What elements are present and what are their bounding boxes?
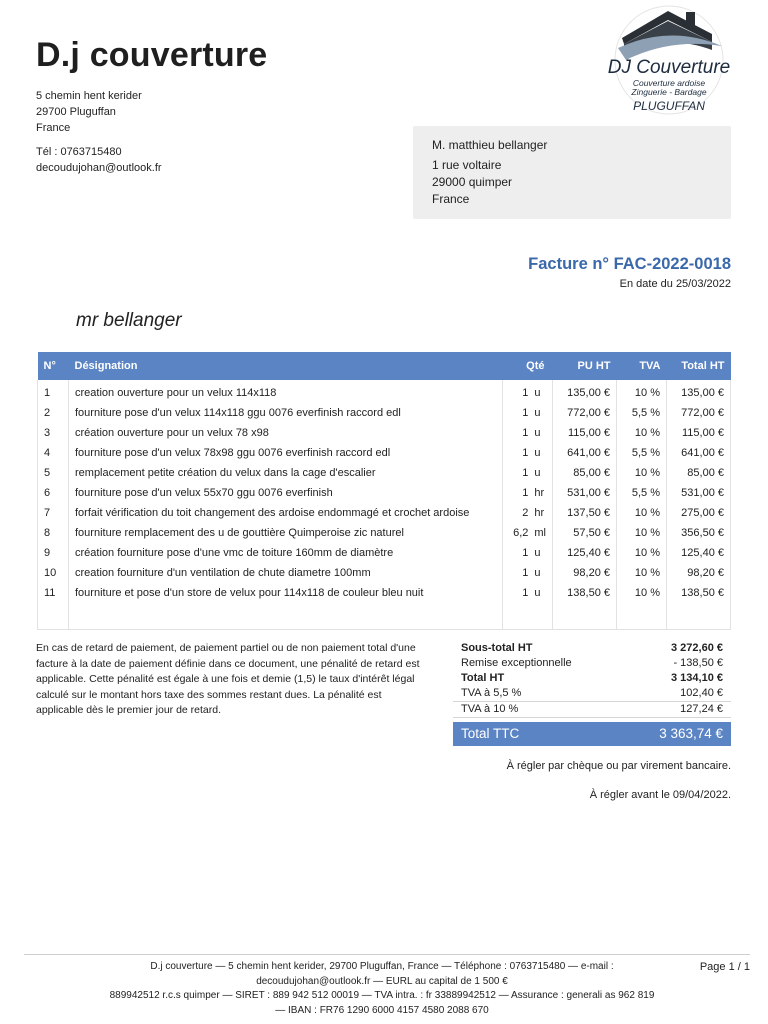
row-unit: u: [530, 463, 552, 483]
table-row: [38, 563, 731, 583]
invoice-date: En date du 25/03/2022: [619, 278, 731, 290]
tva55-row: [453, 686, 731, 702]
footer-line: 889942512 r.c.s quimper — SIRET : 889 942 512 00019 — TVA intra. : fr 33889942512 — Assurance : generali as 962 819: [109, 990, 655, 1001]
row-total: 531,00 €: [667, 483, 731, 503]
row-designation: fourniture et pose d'un store de velux pour 114x118 de couleur bleu nuit: [69, 583, 503, 603]
table-row: [38, 380, 731, 403]
row-vat-rate: 10 %: [617, 423, 667, 443]
row-total: 85,00 €: [667, 463, 731, 483]
empty-cell: [530, 603, 552, 629]
row-quantity: 1: [502, 583, 530, 603]
row-quantity: 1: [502, 543, 530, 563]
row-unit-price: 641,00 €: [553, 443, 617, 463]
empty-cell: [617, 603, 667, 629]
footer-line: decoudujohan@outlook.fr — EURL au capital de 1 500 €: [256, 975, 508, 987]
legal-footer: [60, 960, 704, 1018]
client-street: 1 rue voltaire: [432, 158, 502, 172]
row-total: 98,20 €: [667, 563, 731, 583]
payment-due-date: À régler avant le 09/04/2022.: [589, 789, 731, 801]
logo-brand: DJ Couverture: [607, 57, 731, 78]
empty-cell: [502, 603, 530, 629]
total-ttc-value: 3 363,74 €: [659, 726, 723, 741]
company-name: D.j couverture: [36, 36, 268, 74]
row-unit-price: 137,50 €: [553, 503, 617, 523]
row-unit: u: [530, 583, 552, 603]
empty-cell: [38, 603, 69, 629]
row-designation: remplacement petite création du velux dans la cage d'escalier: [69, 463, 503, 483]
table-row: [38, 543, 731, 563]
row-unit: hr: [530, 483, 552, 503]
subtotal-row: [453, 641, 731, 656]
client-address-box: [413, 126, 731, 219]
total-ht-row: [453, 671, 731, 686]
company-contact: [36, 144, 162, 176]
row-designation: création ouverture pour un velux 78 x98: [69, 423, 503, 443]
row-number: 3: [38, 423, 69, 443]
company-address-line: 5 chemin hent kerider: [36, 90, 142, 102]
header-tva: TVA: [617, 352, 667, 380]
row-number: 7: [38, 503, 69, 523]
total-ht-value: 3 134,10 €: [671, 672, 723, 684]
row-number: 11: [38, 583, 69, 603]
tva10-label: TVA à 10 %: [461, 703, 519, 715]
row-designation: fourniture pose d'un velux 55x70 ggu 0076 everfinish: [69, 483, 503, 503]
row-number: 9: [38, 543, 69, 563]
row-quantity: 1: [502, 423, 530, 443]
table-row: [38, 403, 731, 423]
row-designation: fourniture remplacement des u de gouttière Quimperoise zic naturel: [69, 523, 503, 543]
row-total: 135,00 €: [667, 380, 731, 403]
footer-line: — IBAN : FR76 1290 6000 4157 4580 2088 670: [275, 1004, 489, 1016]
row-unit: hr: [530, 503, 552, 523]
row-total: 125,40 €: [667, 543, 731, 563]
row-total: 641,00 €: [667, 443, 731, 463]
row-total: 115,00 €: [667, 423, 731, 443]
row-unit: u: [530, 380, 552, 403]
invoice-items-table: [37, 352, 731, 630]
row-vat-rate: 5,5 %: [617, 483, 667, 503]
empty-cell: [69, 603, 503, 629]
row-quantity: 2: [502, 503, 530, 523]
row-unit: u: [530, 443, 552, 463]
discount-value: - 138,50 €: [673, 657, 723, 669]
row-designation: création fourniture pose d'une vmc de toiture 160mm de diamètre: [69, 543, 503, 563]
empty-cell: [553, 603, 617, 629]
company-phone: Tél : 0763715480: [36, 146, 122, 158]
company-email: decoudujohan@outlook.fr: [36, 162, 162, 174]
row-unit-price: 125,40 €: [553, 543, 617, 563]
row-number: 4: [38, 443, 69, 463]
logo-tag-2: Zinguerie - Bardage: [631, 87, 707, 97]
row-number: 10: [38, 563, 69, 583]
discount-row: [453, 656, 731, 671]
row-vat-rate: 10 %: [617, 543, 667, 563]
company-address: [36, 88, 142, 136]
row-number: 5: [38, 463, 69, 483]
invoice-title: Facture n° FAC-2022-0018: [528, 255, 731, 273]
payment-method: À régler par chèque ou par virement bancaire.: [506, 760, 731, 772]
tva10-value: 127,24 €: [680, 703, 723, 715]
row-unit: ml: [530, 523, 552, 543]
totals-block: [453, 641, 731, 746]
client-country: France: [432, 192, 470, 206]
header-total: Total HT: [667, 352, 731, 380]
row-quantity: 1: [502, 443, 530, 463]
table-row: [38, 443, 731, 463]
row-vat-rate: 5,5 %: [617, 443, 667, 463]
row-quantity: 1: [502, 463, 530, 483]
header-qty: Qté: [502, 352, 552, 380]
row-total: 275,00 €: [667, 503, 731, 523]
tva10-row: [453, 702, 731, 718]
row-unit-price: 98,20 €: [553, 563, 617, 583]
row-unit-price: 115,00 €: [553, 423, 617, 443]
header-pu: PU HT: [553, 352, 617, 380]
table-row: [38, 583, 731, 603]
invoice-subject: mr bellanger: [76, 310, 182, 331]
tva55-label: TVA à 5,5 %: [461, 687, 522, 699]
row-unit: u: [530, 423, 552, 443]
row-unit: u: [530, 563, 552, 583]
table-row: [38, 483, 731, 503]
client-city: 29000 quimper: [432, 175, 513, 189]
row-vat-rate: 10 %: [617, 523, 667, 543]
subtotal-value: 3 272,60 €: [671, 642, 723, 654]
row-total: 138,50 €: [667, 583, 731, 603]
row-unit: u: [530, 543, 552, 563]
logo-tagline: [600, 79, 738, 97]
row-unit-price: 57,50 €: [553, 523, 617, 543]
row-designation: fourniture pose d'un velux 78x98 ggu 0076 everfinish raccord edl: [69, 443, 503, 463]
row-unit-price: 772,00 €: [553, 403, 617, 423]
row-vat-rate: 10 %: [617, 380, 667, 403]
table-body: [38, 380, 731, 629]
company-address-line: 29700 Pluguffan: [36, 106, 116, 118]
table-row: [38, 503, 731, 523]
row-unit-price: 531,00 €: [553, 483, 617, 503]
logo-tag-1: Couverture ardoise: [632, 78, 706, 88]
row-total: 356,50 €: [667, 523, 731, 543]
row-vat-rate: 10 %: [617, 563, 667, 583]
row-number: 1: [38, 380, 69, 403]
row-quantity: 6,2: [502, 523, 530, 543]
client-name: M. matthieu bellanger: [432, 138, 548, 152]
subtotal-label: Sous-total HT: [461, 642, 533, 654]
row-vat-rate: 5,5 %: [617, 403, 667, 423]
total-ttc-label: Total TTC: [461, 726, 520, 741]
row-unit-price: 138,50 €: [553, 583, 617, 603]
row-vat-rate: 10 %: [617, 463, 667, 483]
table-header-row: [38, 352, 731, 380]
company-logo: [600, 4, 738, 116]
row-vat-rate: 10 %: [617, 503, 667, 523]
row-quantity: 1: [502, 483, 530, 503]
table-row: [38, 423, 731, 443]
header-num: N°: [38, 352, 69, 380]
logo-city: PLUGUFFAN: [633, 99, 705, 113]
row-designation: creation fourniture d'un ventilation de chute diametre 100mm: [69, 563, 503, 583]
row-quantity: 1: [502, 563, 530, 583]
row-unit: u: [530, 403, 552, 423]
tva55-value: 102,40 €: [680, 687, 723, 699]
row-designation: forfait vérification du toit changement des ardoise endommagé et crochet ardoise: [69, 503, 503, 523]
table-filler-row: [38, 603, 731, 629]
table-row: [38, 463, 731, 483]
row-number: 8: [38, 523, 69, 543]
table-row: [38, 523, 731, 543]
row-number: 2: [38, 403, 69, 423]
row-quantity: 1: [502, 403, 530, 423]
discount-label: Remise exceptionnelle: [461, 657, 572, 669]
total-ttc-row: [453, 722, 731, 746]
footer-divider: [24, 954, 750, 955]
total-ht-label: Total HT: [461, 672, 505, 684]
row-vat-rate: 10 %: [617, 583, 667, 603]
late-payment-notice: En cas de retard de paiement, de paiement partiel ou de non paiement total d'une facture à la date de paiement définie dans ce document, une pénalité de retard est applicable. Cette pénalité est égale à une fois et demie (1,5) le taux d'intérêt légal calculé sur le montant hors taxe des sommes restant dues. La pénalité est applicable dès le premier jour de retard.: [36, 642, 420, 716]
page-number: Page 1 / 1: [699, 961, 750, 973]
row-unit-price: 85,00 €: [553, 463, 617, 483]
row-number: 6: [38, 483, 69, 503]
empty-cell: [667, 603, 731, 629]
row-unit-price: 135,00 €: [553, 380, 617, 403]
row-designation: creation ouverture pour un velux 114x118: [69, 380, 503, 403]
row-quantity: 1: [502, 380, 530, 403]
company-address-line: France: [36, 122, 71, 134]
footer-line: D.j couverture — 5 chemin hent kerider, 29700 Pluguffan, France — Téléphone : 0763715480 — e-mail :: [150, 961, 614, 972]
row-designation: fourniture pose d'un velux 114x118 ggu 0076 everfinish raccord edl: [69, 403, 503, 423]
row-total: 772,00 €: [667, 403, 731, 423]
header-designation: Désignation: [69, 352, 503, 380]
